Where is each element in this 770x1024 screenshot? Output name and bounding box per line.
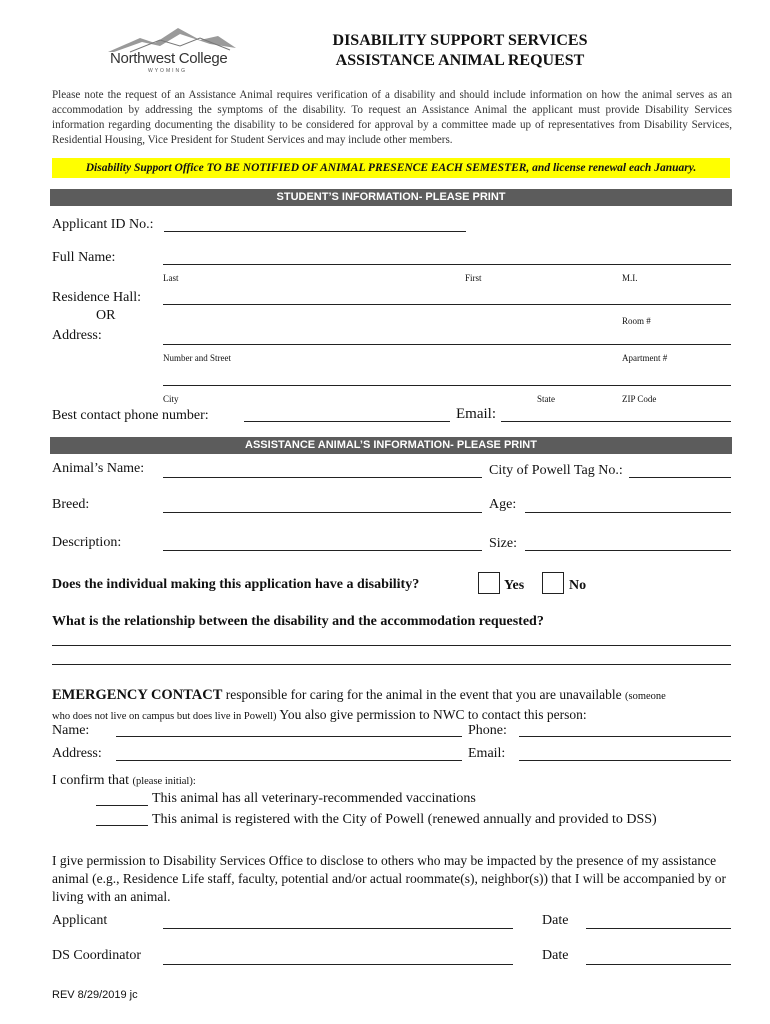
revision-footer: REV 8/29/2019 jc: [52, 989, 138, 1001]
street-address-field[interactable]: [163, 344, 731, 345]
emergency-small-2: who does not live on campus but does live in Powell): [52, 711, 277, 722]
state-caption: State: [537, 394, 555, 404]
yes-label: Yes: [504, 578, 525, 593]
registration-statement: This animal is registered with the City of Powell (renewed annually and provided to DSS): [152, 812, 657, 827]
applicant-id-label: Applicant ID No.:: [52, 217, 154, 232]
coordinator-signature-label: DS Coordinator: [52, 948, 142, 963]
emergency-name-label: Name:: [52, 723, 90, 738]
email-label: Email:: [456, 406, 496, 422]
form-title-line1: DISABILITY SUPPORT SERVICES: [332, 32, 588, 49]
logo-subtext: WYOMING: [148, 68, 187, 74]
notice-banner: Disability Support Office TO BE NOTIFIED OF ANIMAL PRESENCE EACH SEMESTER, and license renewal each January.: [52, 158, 730, 178]
phone-field[interactable]: [244, 421, 450, 422]
emergency-contact-instructions: [52, 686, 742, 726]
no-label: No: [569, 578, 587, 593]
coordinator-date-field[interactable]: [586, 964, 731, 965]
form-title-line2: ASSISTANCE ANIMAL REQUEST: [335, 52, 585, 69]
description-field[interactable]: [163, 550, 482, 551]
residence-hall-field[interactable]: [163, 304, 731, 305]
size-field[interactable]: [525, 550, 731, 551]
city-state-zip-field[interactable]: [163, 385, 731, 386]
description-label: Description:: [52, 535, 122, 550]
phone-label: Best contact phone number:: [52, 408, 209, 423]
confirm-lead: [52, 773, 196, 789]
or-label: OR: [96, 308, 116, 323]
coordinator-date-label: Date: [542, 948, 569, 963]
emergency-name-field[interactable]: [116, 736, 462, 737]
applicant-date-label: Date: [542, 913, 569, 928]
size-label: Size:: [489, 536, 517, 551]
breed-field[interactable]: [163, 512, 482, 513]
apartment-caption: Apartment #: [622, 353, 668, 363]
emergency-contact-heading: EMERGENCY CONTACT: [52, 687, 223, 703]
age-field[interactable]: [525, 512, 731, 513]
disclosure-permission: I give permission to Disability Services Office to disclose to others who may be impacted by the presence of my assistance animal (e.g., Residence Life staff, faculty, potential and/or actual roommate(s), neighbor(s)) that I will be accompanied by or living with an animal.: [52, 853, 727, 904]
emergency-phone-field[interactable]: [519, 736, 731, 737]
emergency-address-field[interactable]: [116, 760, 462, 761]
college-logo: [100, 26, 240, 76]
applicant-signature-field[interactable]: [163, 928, 513, 929]
first-name-caption: First: [465, 273, 482, 283]
emergency-phone-label: Phone:: [468, 723, 507, 738]
emergency-small-1: (someone: [625, 691, 666, 702]
address-label: Address:: [52, 328, 102, 343]
number-street-caption: Number and Street: [163, 353, 231, 363]
relationship-answer-line-1[interactable]: [52, 645, 731, 646]
emergency-text-1: responsible for caring for the animal in the event that you are unavailable: [222, 687, 625, 702]
animal-section-header: ASSISTANCE ANIMAL’S INFORMATION- PLEASE PRINT: [50, 437, 732, 454]
registration-initial-field[interactable]: [96, 825, 148, 826]
tag-number-label: City of Powell Tag No.:: [489, 463, 623, 478]
confirm-lead-small: (please initial):: [132, 776, 196, 787]
applicant-signature-label: Applicant: [52, 913, 108, 928]
relationship-question: What is the relationship between the disability and the accommodation requested?: [52, 614, 544, 629]
yes-checkbox[interactable]: [478, 572, 500, 594]
no-checkbox[interactable]: [542, 572, 564, 594]
city-caption: City: [163, 394, 179, 404]
emergency-email-field[interactable]: [519, 760, 731, 761]
email-field[interactable]: [501, 421, 731, 422]
breed-label: Breed:: [52, 497, 90, 512]
vaccination-statement: This animal has all veterinary-recommended vaccinations: [152, 791, 476, 806]
intro-paragraph: Please note the request of an Assistance Animal requires verification of a disability and should include information on how the animal serves as an accommodation by addressing the symptoms of the disability. To request an Assistance Animal the applicant must provide Disability Services information regarding documenting the disability to be considered for approval by a committee made up of representatives from Disability Services, Residential Housing, Vice President for Student Services and may include other members.: [52, 89, 732, 146]
applicant-id-field[interactable]: [164, 231, 466, 232]
animal-name-label: Animal’s Name:: [52, 461, 145, 476]
coordinator-signature-field[interactable]: [163, 964, 513, 965]
logo-text: Northwest College: [110, 50, 228, 67]
last-name-caption: Last: [163, 273, 179, 283]
room-caption: Room #: [622, 316, 651, 326]
emergency-email-label: Email:: [468, 746, 506, 761]
middle-initial-caption: M.I.: [622, 273, 638, 283]
applicant-date-field[interactable]: [586, 928, 731, 929]
full-name-label: Full Name:: [52, 250, 116, 265]
student-section-header: STUDENT’S INFORMATION- PLEASE PRINT: [50, 189, 732, 206]
vaccination-initial-field[interactable]: [96, 805, 148, 806]
tag-number-field[interactable]: [629, 477, 731, 478]
confirm-lead-text: I confirm that: [52, 773, 133, 788]
emergency-text-2: You also give permission to NWC to contact this person:: [276, 707, 587, 722]
emergency-address-label: Address:: [52, 746, 102, 761]
age-label: Age:: [489, 497, 517, 512]
animal-name-field[interactable]: [163, 477, 482, 478]
zip-caption: ZIP Code: [622, 394, 657, 404]
residence-hall-label: Residence Hall:: [52, 290, 142, 305]
relationship-answer-line-2[interactable]: [52, 664, 731, 665]
disability-question: Does the individual making this application have a disability?: [52, 577, 420, 592]
full-name-field[interactable]: [163, 264, 731, 265]
